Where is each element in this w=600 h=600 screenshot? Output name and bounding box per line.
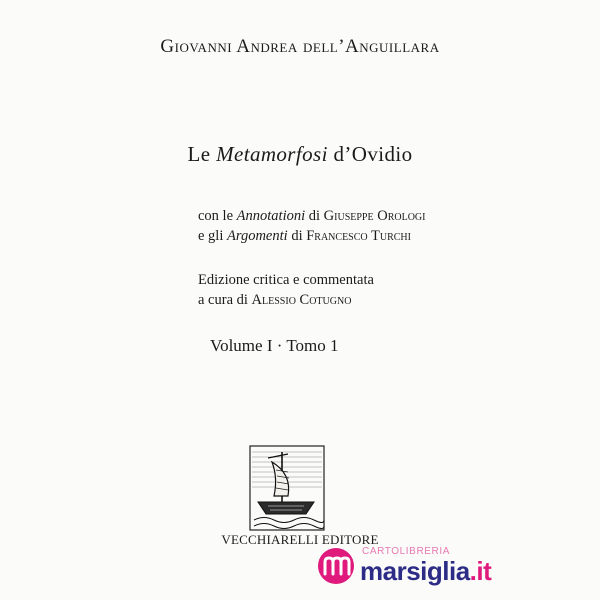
title-prefix: Le <box>187 142 217 166</box>
title-suffix: d’Ovidio <box>327 142 413 166</box>
edition-block <box>198 270 374 310</box>
credits-line-1 <box>198 206 425 226</box>
book-title <box>0 142 600 167</box>
credits-block <box>198 206 425 246</box>
credits-text: e gli <box>198 228 227 244</box>
watermark-main-text <box>360 556 491 587</box>
edition-text: a cura di <box>198 292 252 308</box>
watermark <box>316 540 516 590</box>
credits-text: di <box>305 208 324 224</box>
ship-woodcut-icon <box>248 444 326 532</box>
credits-name: Francesco Turchi <box>306 228 411 244</box>
marsiglia-logo-icon <box>316 546 356 586</box>
credits-text: con le <box>198 208 237 224</box>
publisher-name: VECCHIARELLI EDITORE <box>221 532 379 547</box>
title-italic: Metamorfosi <box>216 142 328 166</box>
watermark-tld: .it <box>469 556 492 586</box>
watermark-top-text: CARTOLIBRERIA <box>362 546 451 557</box>
watermark-name: marsiglia <box>360 556 470 586</box>
credits-italic: Annotationi <box>236 208 306 224</box>
author-name: Giovanni Andrea dell’Anguillara <box>160 36 440 57</box>
credits-name: Giuseppe Orologi <box>323 208 426 224</box>
credits-text: di <box>287 228 307 244</box>
edition-line-1: Edizione critica e commentata <box>198 272 374 288</box>
credits-line-2 <box>198 226 425 246</box>
editor-name: Alessio Cotugno <box>251 292 352 308</box>
volume-label: Volume I · Tomo 1 <box>210 336 339 355</box>
credits-italic: Argomenti <box>227 228 288 244</box>
edition-line-2 <box>198 290 374 310</box>
